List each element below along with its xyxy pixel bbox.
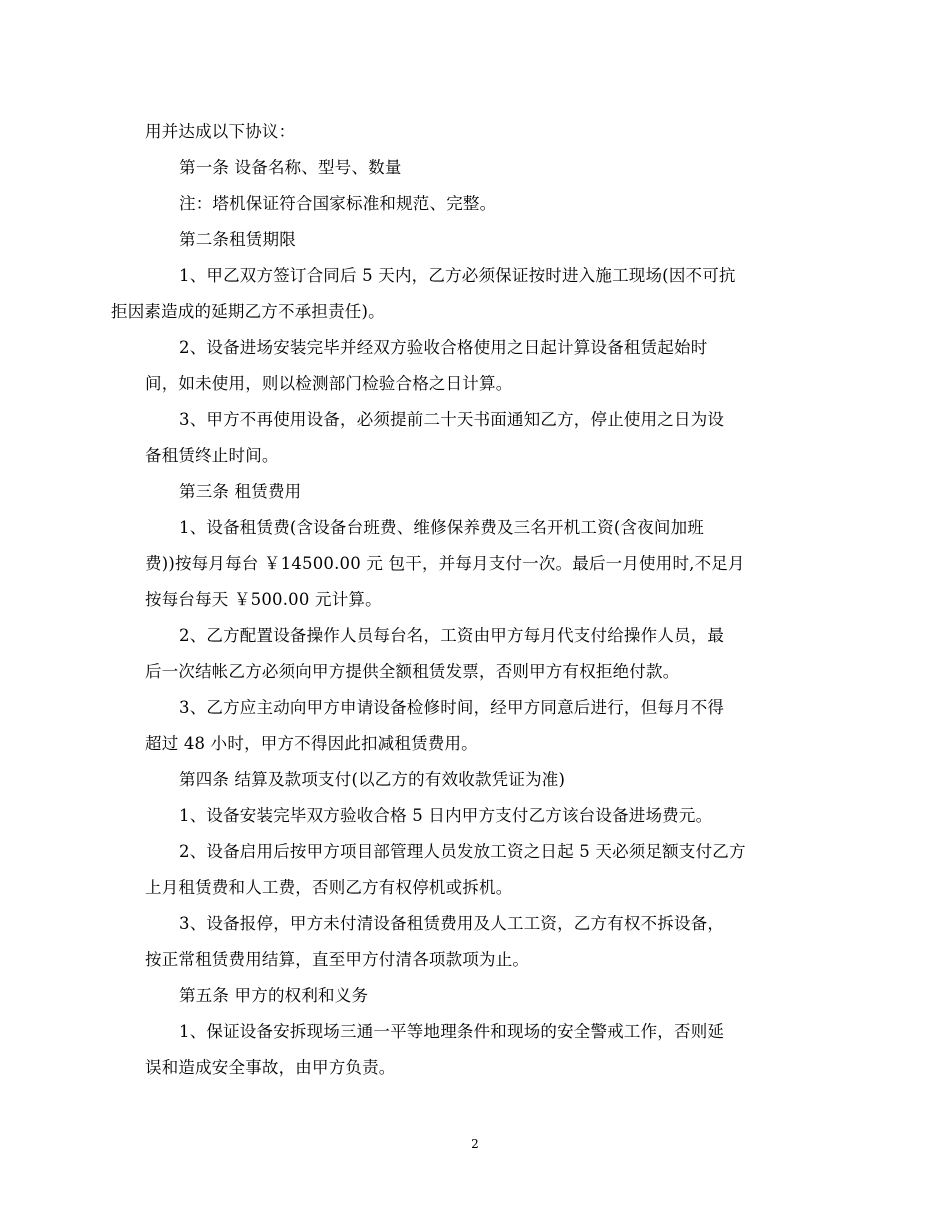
text-line: 费))按每月每台 ￥14500.00 元 包干，并每月支付一次。最后一月使用时,不足月 [145, 554, 745, 573]
clause-paragraph [145, 510, 805, 618]
article-heading [145, 762, 805, 798]
text-line: 2、乙方配置设备操作人员每台名，工资由甲方每月代支付给操作人员，最 [179, 626, 725, 645]
article-heading [145, 474, 805, 510]
page-number: 2 [471, 1137, 479, 1151]
clause-paragraph [145, 330, 805, 402]
text-line: 1、设备安装完毕双方验收合格 5 日内甲方支付乙方该台设备进场费元。 [179, 806, 713, 825]
text-line: 2、设备进场安装完毕并经双方验收合格使用之日起计算设备租赁起始时 [179, 338, 708, 357]
text-line: 1、设备租赁费(含设备台班费、维修保养费及三名开机工资(含夜间加班 [179, 518, 704, 537]
text-line: 第三条 租赁费用 [179, 482, 302, 501]
text-line: 2、设备启用后按甲方项目部管理人员发放工资之日起 5 天必须足额支付乙方 [179, 842, 746, 861]
clause-paragraph [145, 690, 805, 762]
text-line: 用并达成以下协议： [145, 122, 296, 141]
text-line: 1、保证设备安拆现场三通一平等地理条件和现场的安全警戒工作，否则延 [179, 1022, 725, 1041]
text-line: 第四条 结算及款项支付(以乙方的有效收款凭证为准) [179, 770, 566, 789]
text-line: 误和造成安全事故，由甲方负责。 [145, 1058, 396, 1077]
text-line: 间，如未使用，则以检测部门检验合格之日计算。 [145, 374, 513, 393]
text-line: 上月租赁费和人工费，否则乙方有权停机或拆机。 [145, 878, 513, 897]
clause-paragraph [145, 618, 805, 690]
text-line: 3、设备报停，甲方未付清设备租赁费用及人工工资，乙方有权不拆设备， [179, 914, 725, 933]
text-line: 超过 48 小时，甲方不得因此扣减租赁费用。 [145, 734, 478, 753]
clause-paragraph [145, 906, 805, 978]
text-line: 3、甲方不再使用设备，必须提前二十天书面通知乙方，停止使用之日为设 [179, 410, 725, 429]
document-body [111, 114, 805, 1086]
text-line: 按正常租赁费用结算，直至甲方付清各项款项为止。 [145, 950, 530, 969]
article-heading [145, 150, 805, 186]
text-line: 注：塔机保证符合国家标准和规范、完整。 [179, 194, 497, 213]
text-line: 第一条 设备名称、型号、数量 [179, 158, 402, 177]
paragraph [145, 114, 805, 150]
text-line: 3、乙方应主动向甲方申请设备检修时间，经甲方同意后进行，但每月不得 [179, 698, 725, 717]
article-heading [145, 222, 805, 258]
text-line: 后一次结帐乙方必须向甲方提供全额租赁发票，否则甲方有权拒绝付款。 [145, 662, 680, 681]
text-line: 拒因素造成的延期乙方不承担责任)。 [111, 302, 385, 321]
clause-paragraph [145, 1014, 805, 1086]
note-paragraph [145, 186, 805, 222]
text-line: 第五条 甲方的权利和义务 [179, 986, 369, 1005]
clause-paragraph [145, 834, 805, 906]
clause-paragraph [145, 798, 805, 834]
text-line: 备租赁终止时间。 [145, 446, 279, 465]
text-line: 按每台每天 ￥500.00 元计算。 [145, 590, 382, 609]
clause-paragraph [145, 402, 805, 474]
text-line: 第二条租赁期限 [179, 230, 296, 249]
clause-paragraph [111, 258, 805, 330]
text-line: 1、甲乙双方签订合同后 5 天内，乙方必须保证按时进入施工现场(因不可抗 [179, 266, 736, 285]
article-heading [145, 978, 805, 1014]
